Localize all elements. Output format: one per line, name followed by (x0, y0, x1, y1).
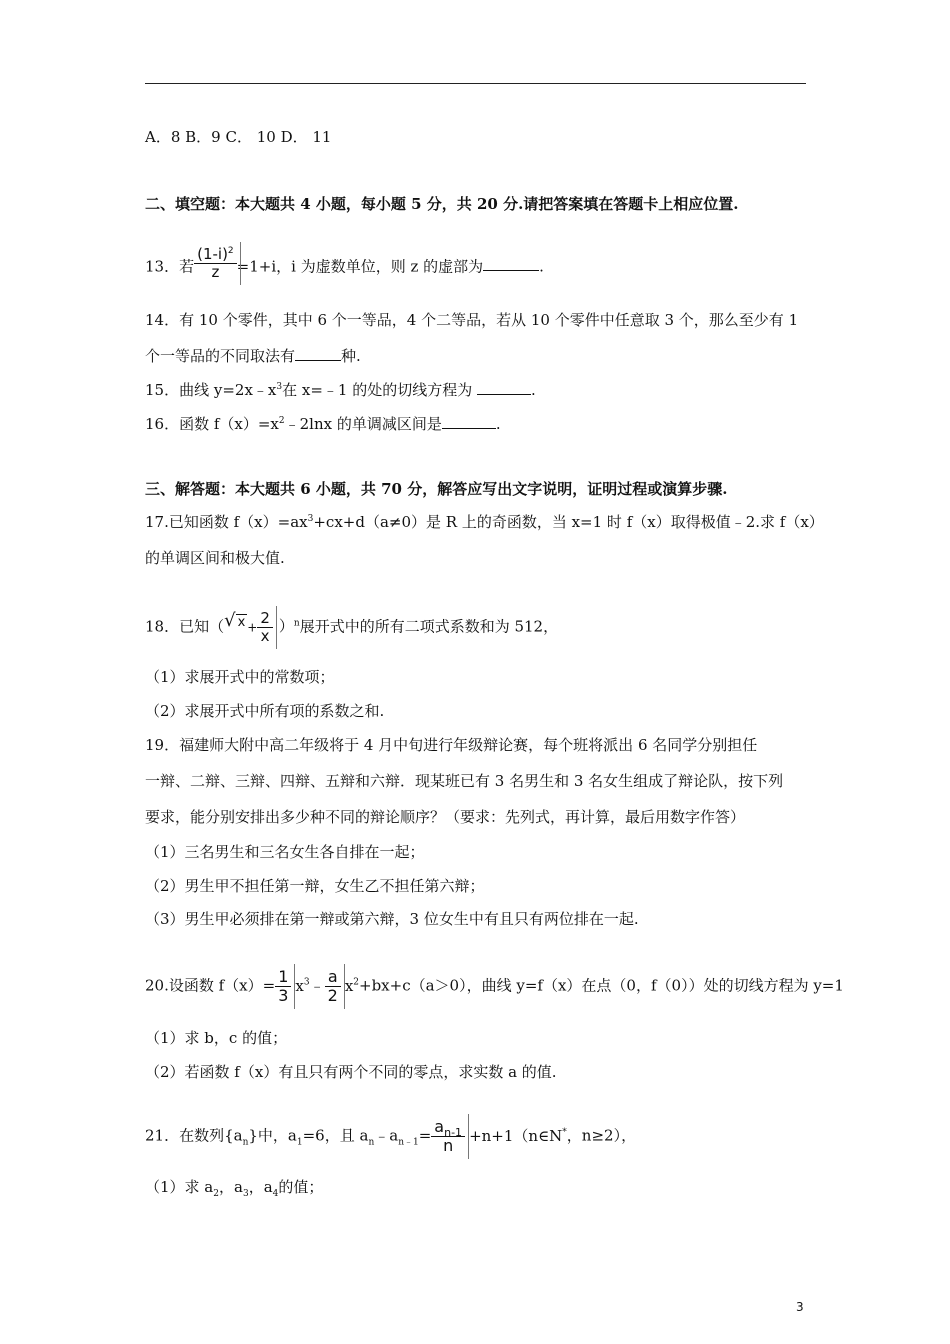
q18-part2: （2）求展开式中所有项的系数之和. (145, 702, 385, 720)
q21-sub2: 1 (296, 1137, 303, 1148)
q21-sub3: n (368, 1137, 375, 1148)
q21-pre: 21．在数列{a (145, 1126, 243, 1145)
q21-mid3: ﹣a (374, 1126, 399, 1145)
q15-sup: 3 (276, 382, 283, 392)
q16-answer-blank[interactable] (442, 416, 496, 429)
q20 (145, 968, 844, 1005)
q19-line2: 一辩、二辩、三辩、四辩、五辩和六辩．现某班已有 3 名男生和 3 名女生组成了辩论队，按下列 (145, 772, 784, 790)
q20-f2-den: 2 (327, 985, 338, 1005)
q16 (145, 416, 501, 432)
q16-mid: ﹣2lnx 的单调减区间是 (284, 415, 442, 433)
q18-pre: 18．已知（ (145, 617, 225, 636)
q20-part2: （2）若函数 f（x）有且只有两个不同的零点，求实数 a 的值. (145, 1063, 557, 1081)
q18-frac-num: 2 (257, 610, 273, 628)
q14-line1: 14．有 10 个零件，其中 6 个一等品，4 个二等品，若从 10 个零件中任意取 3 个，那么至少有 1 (145, 311, 799, 329)
q14-line2-pre: 个一等品的不同取法有 (145, 347, 296, 365)
q21-p-sub3: 3 (242, 1189, 249, 1199)
q12-options: A．8 B．9 C． 10 D． 11 (145, 128, 332, 146)
q18-fraction (257, 610, 273, 645)
section3-heading: 三、解答题：本大题共 6 小题，共 70 分，解答应写出文字说明，证明过程或演算步骤. (145, 480, 728, 498)
q21-sub4: n﹣1 (398, 1137, 419, 1148)
q13 (145, 245, 544, 285)
q15-end: . (531, 381, 536, 399)
header-rule (145, 83, 806, 84)
q20-pre: 20.设函数 f（x）= (145, 976, 276, 995)
q14-line2 (145, 348, 361, 364)
q13-end: . (539, 257, 544, 276)
q21-p-end: 的值； (278, 1178, 324, 1196)
q17-line1 (145, 515, 824, 530)
q21-p-sub4: 4 (272, 1189, 279, 1199)
q16-sup: 2 (278, 416, 285, 426)
q21-part1 (145, 1178, 324, 1199)
q20-t1: x (295, 976, 304, 995)
q18-part1: （1）求展开式中的常数项； (145, 668, 335, 686)
q20-t2: ﹣ (309, 976, 325, 995)
q20-fraction-1 (275, 968, 291, 1005)
q21-post: +n+1（n∈N (469, 1126, 563, 1145)
q21-mid1: }中，a (248, 1126, 297, 1145)
q19-part1: （1）三名男生和三名女生各自排在一起； (145, 843, 425, 861)
q21-fraction (431, 1118, 465, 1155)
section2-heading: 二、填空题：本大题共 4 小题，每小题 5 分，共 20 分.请把答案填在答题卡上相应位置. (145, 195, 739, 213)
q15-answer-blank[interactable] (477, 382, 531, 395)
q17-line1-pre: 17.已知函数 f（x）=ax (145, 513, 308, 531)
q18: 18．已知（√ x + $\frac{2}{x}$ ）$^n$展开式中的所有二项式系数和为 512， (145, 610, 558, 645)
q21 (145, 1118, 636, 1155)
q18-sqrt-arg: x (237, 615, 246, 631)
q20-f2-num: a (325, 968, 341, 987)
q18-post: 展开式中的所有二项式系数和为 512， (299, 617, 559, 636)
q20-t3: x (344, 976, 354, 995)
q21-mid4: = (418, 1126, 432, 1145)
q20-t3-sup: 2 (353, 977, 360, 988)
q13-answer-blank[interactable] (483, 258, 539, 271)
page-number: 3 (796, 1300, 804, 1314)
q19-line3: 要求，能分别安排出多少种不同的辩论顺序？（要求：先列式，再计算，最后用数字作答） (145, 808, 746, 826)
q21-post-end: ，n≥2）， (566, 1126, 637, 1145)
q20-fraction-2 (325, 968, 341, 1005)
q20-f1-den: 3 (278, 985, 289, 1005)
q19-part3: （3）男生甲必须排在第一辩或第六辩，3 位女生中有且只有两位排在一起. (145, 910, 639, 928)
q16-end: . (495, 415, 501, 433)
q20-part1: （1）求 b，c 的值； (145, 1029, 288, 1047)
q19-line1: 19．福建师大附中高二年级将于 4 月中旬进行年级辩论赛，每个班将派出 6 名同学分别担任 (145, 736, 758, 754)
q19-part2: （2）男生甲不担任第一辩，女生乙不担任第六辩； (145, 877, 485, 895)
q13-post: =1+i，i 为虚数单位，则 z 的虚部为 (236, 257, 484, 276)
q18-post-sup: n (293, 618, 300, 629)
q13-pre: 13．若 (145, 257, 195, 276)
q18-sqrt: √ x (224, 610, 246, 632)
q21-frac-num-sub: n-1 (444, 1126, 463, 1140)
q21-mid2: =6，且 a (302, 1126, 369, 1145)
q21-frac-num: a (434, 1117, 445, 1136)
q21-p-mid2: ，a (248, 1178, 273, 1196)
q13-frac-num-sup: 2 (227, 246, 234, 256)
q18-plus: + (247, 620, 258, 635)
q21-frac-den: n (443, 1135, 454, 1155)
q13-fraction (194, 246, 237, 281)
q13-frac-num: (1-i) (197, 245, 228, 263)
q21-p-sub2: 2 (213, 1189, 219, 1199)
q13-frac-den: z (211, 262, 220, 281)
q15-mid: 在 x=﹣1 的处的切线方程为 (282, 381, 477, 399)
q17-line2: 的单调区间和极大值. (145, 549, 285, 567)
q15 (145, 382, 536, 398)
q17-sup: 3 (307, 514, 314, 524)
q17-line1-post: +cx+d（a≠0）是 R 上的奇函数，当 x=1 时 f（x）取得极值﹣2.求 f（x） (313, 513, 824, 531)
q20-t1-sup: 3 (303, 977, 310, 988)
q15-pre: 15．曲线 y=2x﹣x (145, 381, 277, 399)
q21-p-mid1: ，a (219, 1178, 243, 1196)
q21-post-sup: * (562, 1127, 567, 1138)
q18-frac-den: x (260, 626, 270, 645)
q21-sub1: n (242, 1137, 249, 1148)
q21-part1-pre: （1）求 a (145, 1178, 214, 1196)
q14-answer-blank[interactable] (295, 348, 341, 361)
q20-post: +bx+c（a＞0），曲线 y=f（x）在点（0，f（0））处的切线方程为 y=1 (359, 976, 844, 995)
q20-f1-num: 1 (275, 968, 291, 987)
q14-line2-post: 种. (341, 347, 361, 365)
q16-pre: 16．函数 f（x）=x (145, 415, 279, 433)
